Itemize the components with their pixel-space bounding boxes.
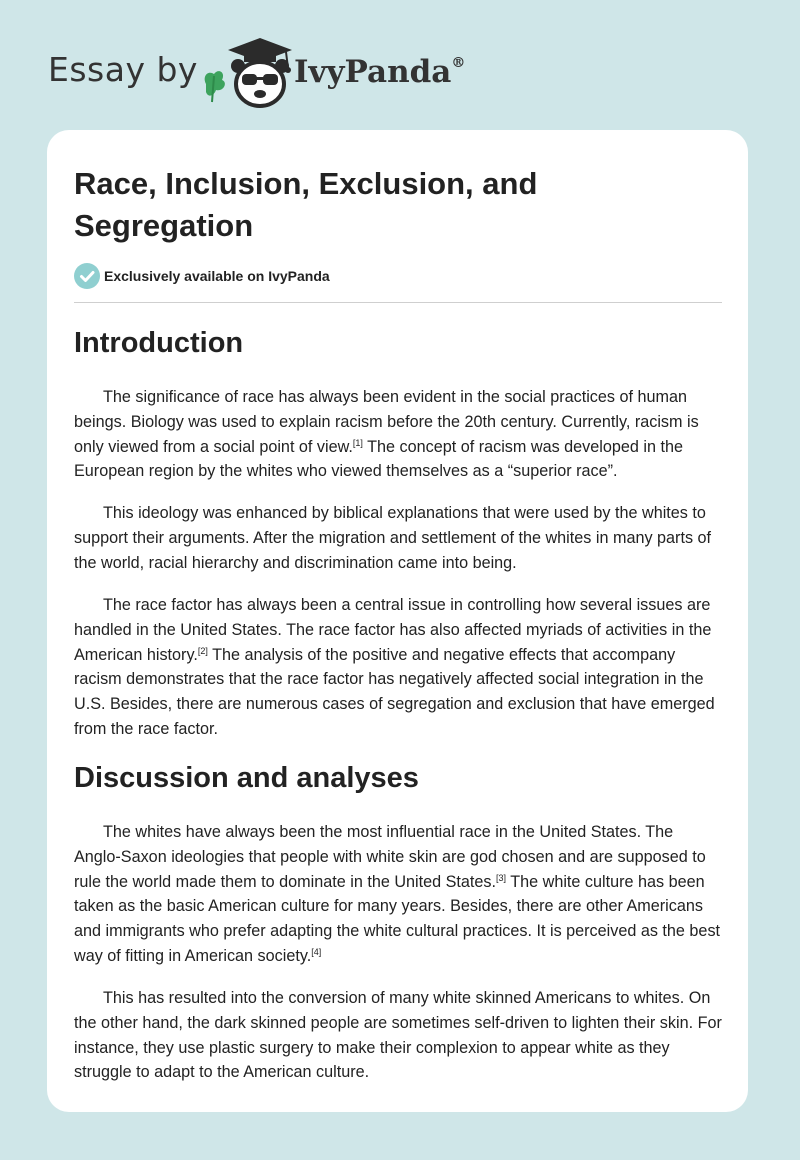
site-header: [48, 32, 748, 112]
footnote-ref[interactable]: [3]: [496, 872, 507, 883]
paragraph: This has resulted into the conversion of many white skinned Americans to whites. On the other hand, the dark skinned people are sometimes self-driven to lighten their skin. For instance, they use plastic surgery to make their complexion to appear white as they struggle to adapt to the American culture.: [74, 989, 722, 1082]
essay-card: [47, 130, 748, 1112]
paragraph: The significance of race has always been evident in the social practices of human beings. Biology was used to explain racism before the 20th century. Currently, racism is only viewed from a social point of view.[1] The concept of racism was developed in the European region by the whites who viewed themselves as a “superior race”.: [74, 388, 699, 481]
title-divider: [74, 302, 722, 303]
check-circle-icon: [74, 263, 100, 289]
registered-mark: ®: [451, 54, 466, 71]
ivypanda-logo-icon[interactable]: [198, 32, 298, 110]
paragraph: The whites have always been the most influential race in the United States. The Anglo-Saxon ideologies that people with white skin are god chosen and are supposed to rule the world made them to dominate in the United States.[3] The white culture has been taken as the basic American culture for many years. Besides, there are other Americans and immigrants who prefer adapting the white cultural practices. It is perceived as the best way of fitting in American society.[4]: [74, 823, 721, 965]
essay-by-label: Essay by: [48, 50, 198, 89]
section-heading-introduction: Introduction: [74, 327, 244, 359]
essay-title: Race, Inclusion, Exclusion, and Segregation: [74, 166, 538, 243]
exclusive-badge: [74, 263, 474, 289]
footnote-ref[interactable]: [2]: [197, 645, 208, 656]
brand-name[interactable]: IvyPanda®: [294, 54, 466, 90]
footnote-ref[interactable]: [4]: [311, 946, 322, 957]
exclusive-badge-label: Exclusively available on IvyPanda: [104, 268, 330, 284]
paragraph: This ideology was enhanced by biblical explanations that were used by the whites to support their arguments. After the migration and settlement of the whites in many parts of the world, racial hierarchy and discrimination came into being.: [74, 504, 712, 572]
section-heading-discussion: Discussion and analyses: [74, 762, 419, 794]
paragraph: The race factor has always been a central issue in controlling how several issues are handled in the United States. The race factor has also affected myriads of activities in the American history.[2] The analysis of the positive and negative effects that accompany racism demonstrates that the race factor has negatively affected social integration in the U.S. Besides, there are numerous cases of segregation and exclusion that have emerged from the race factor.: [74, 596, 715, 738]
footnote-ref[interactable]: [1]: [352, 437, 363, 448]
